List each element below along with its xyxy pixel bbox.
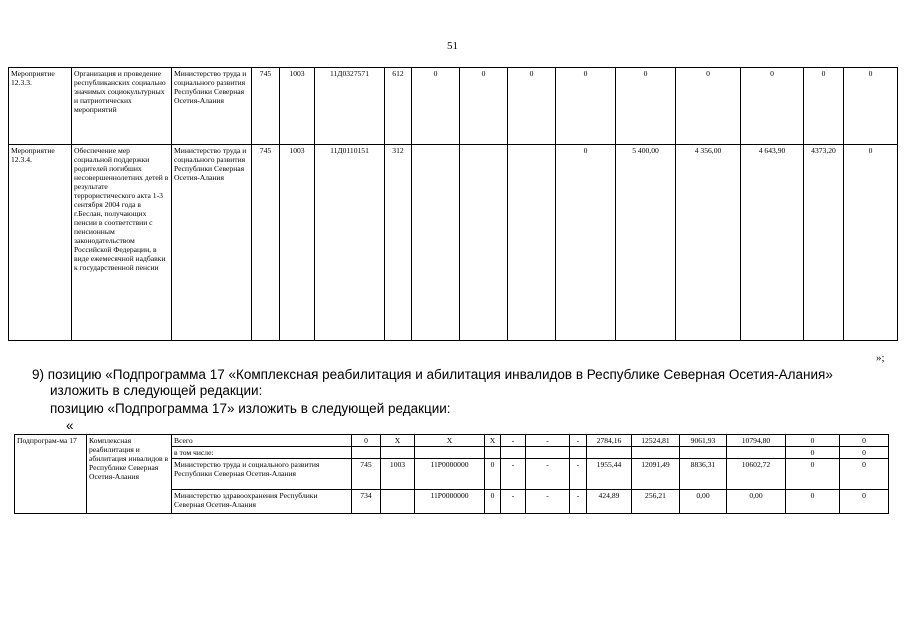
table-cell: 11Р0000000 [415,490,485,514]
table-cell: Х [415,435,485,447]
table-cell [526,447,570,459]
table-cell: 8836,31 [680,459,727,490]
table-cell: 11Р0000000 [415,459,485,490]
amendment-paragraph: позицию «Подпрограмма 17» изложить в следующей редакции: [50,401,451,416]
table-cell: Х [485,435,501,447]
table-cell: 612 [385,68,412,145]
table-cell [587,447,632,459]
table-cell: 0 [804,68,844,145]
table-cell: 4 643,90 [741,145,804,341]
table-cell: 0 [786,459,840,490]
table-cell [680,447,727,459]
table-cell: 0 [556,68,616,145]
page-number: 51 [447,40,458,52]
table-cell: 0 [786,490,840,514]
table-cell: 0 [676,68,741,145]
table-cell: 745 [252,68,280,145]
table-cell: 0 [485,459,501,490]
table-cell: Х [381,435,415,447]
table-cell: - [570,459,587,490]
table-cell: 1003 [381,459,415,490]
table-cell: Министерство здравоохранения Республики Северная Осетия-Алания [172,490,352,514]
table-cell: в том числе: [172,447,352,459]
table-cell: Мероприятие 12.3.3. [9,68,72,145]
table-cell [352,447,381,459]
table-cell: 745 [352,459,381,490]
amendment-paragraph: 9) позицию «Подпрограмма 17 «Комплексная реабилитация и абилитация инвалидов в Республике Северная Осетия-Алания» [32,367,833,382]
table-cell: 745 [252,145,280,341]
table-cell: Министерство труда и социального развития Республики Северная Осетия-Алания [172,145,252,341]
table-cell: 0 [840,490,889,514]
table-cell: 734 [352,490,381,514]
table-cell: Организация и проведение республиканских социально значимых социокультурных и патриотических мероприятий [72,68,172,145]
table-cell: 0 [616,68,676,145]
table-cell: 424,89 [587,490,632,514]
table-cell: 4373,20 [804,145,844,341]
table-cell: 0 [786,435,840,447]
opening-quote: « [66,418,74,433]
table-cell: 0,00 [727,490,786,514]
table-cell: 0 [556,145,616,341]
table-cell [412,145,460,341]
table-cell: 0 [741,68,804,145]
table-cell: 0 [352,435,381,447]
table-cell [460,145,508,341]
table-cell [570,447,587,459]
table-cell: 10602,72 [727,459,786,490]
budget-table-top [8,67,898,341]
table-cell: 1955,44 [587,459,632,490]
table-cell [508,145,556,341]
closing-quote: »; [876,352,885,364]
table-row [15,435,889,447]
table-cell: 1003 [280,145,315,341]
table-cell: 1003 [280,68,315,145]
table-cell: 11Д0110151 [315,145,385,341]
table-cell: - [526,435,570,447]
subprogram-label: Подпрограм-ма 17 [15,435,87,514]
table-cell: 5 400,00 [616,145,676,341]
table-cell: 0 [508,68,556,145]
table-cell: - [501,435,526,447]
table-cell [415,447,485,459]
table-cell: 4 356,00 [676,145,741,341]
table-cell: 0 [840,459,889,490]
table-cell: 0,00 [680,490,727,514]
table-cell: Всего [172,435,352,447]
amendment-paragraph: изложить в следующей редакции: [50,383,263,398]
table-cell [381,447,415,459]
table-cell: - [501,490,526,514]
table-row [9,68,898,145]
table-cell [727,447,786,459]
table-cell: 256,21 [632,490,680,514]
table-cell: 10794,80 [727,435,786,447]
table-cell: 0 [844,145,898,341]
table-cell: 12091,49 [632,459,680,490]
table-cell: 312 [385,145,412,341]
table-cell: 0 [412,68,460,145]
table-cell: 12524,81 [632,435,680,447]
table-cell: Министерство труда и социального развития Республики Северная Осетия-Алания [172,68,252,145]
table-cell: Обеспечение мер социальной поддержки родителей погибших несовершеннолетних детей в результате террористического акта 1-3 сентября 2004 года в г.Беслан, получающих пенсии в соответствии с пенсионным законодательством Российской Федерации, в виде ежемесячной надбавки к государственной пенсии [72,145,172,341]
table-cell: 0 [460,68,508,145]
table-cell [381,490,415,514]
table-cell: 0 [786,447,840,459]
table-cell: 11Д0327571 [315,68,385,145]
table-cell: 0 [485,490,501,514]
table-cell [501,447,526,459]
table-cell: - [570,490,587,514]
table-cell: - [570,435,587,447]
table-cell [632,447,680,459]
subprogram-17-table [14,434,889,514]
table-cell: - [526,459,570,490]
table-cell: 9061,93 [680,435,727,447]
table-cell: 0 [840,447,889,459]
table-cell: 2784,16 [587,435,632,447]
table-cell [485,447,501,459]
table-cell: Мероприятие 12.3.4. [9,145,72,341]
table-cell: - [501,459,526,490]
table-row [9,145,898,341]
table-cell: 0 [840,435,889,447]
table-cell: 0 [844,68,898,145]
table-cell: Министерство труда и социального развития Республики Северная Осетия-Алания [172,459,352,490]
table-cell: - [526,490,570,514]
subprogram-name: Комплексная реабилитация и абилитация инвалидов в Республике Северная Осетия-Алания [87,435,172,514]
